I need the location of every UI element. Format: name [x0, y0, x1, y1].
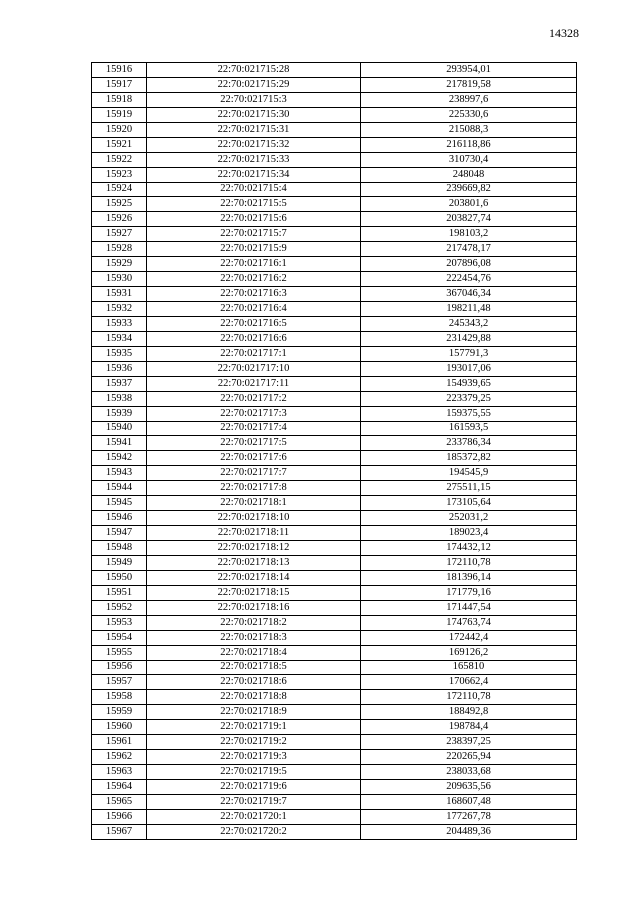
cadastral-number-cell: 22:70:021720:2	[147, 824, 361, 839]
cadastral-value-cell: 223379,25	[361, 391, 577, 406]
row-number-cell: 15919	[92, 107, 147, 122]
cadastral-value-cell: 245343,2	[361, 316, 577, 331]
row-number-cell: 15951	[92, 585, 147, 600]
cadastral-value-cell: 367046,34	[361, 287, 577, 302]
row-number-cell: 15967	[92, 824, 147, 839]
cadastral-value-cell: 189023,4	[361, 526, 577, 541]
row-number-cell: 15946	[92, 511, 147, 526]
table-row	[92, 720, 577, 735]
table-row	[92, 630, 577, 645]
cadastral-value-cell: 159375,55	[361, 406, 577, 421]
table-row	[92, 227, 577, 242]
table-row	[92, 794, 577, 809]
cadastral-value-cell: 198784,4	[361, 720, 577, 735]
table-row	[92, 287, 577, 302]
cadastral-value-cell: 174432,12	[361, 541, 577, 556]
cadastral-number-cell: 22:70:021717:1	[147, 346, 361, 361]
page-number: 14328	[549, 26, 579, 40]
row-number-cell: 15947	[92, 526, 147, 541]
cadastral-number-cell: 22:70:021717:10	[147, 361, 361, 376]
row-number-cell: 15960	[92, 720, 147, 735]
cadastral-number-cell: 22:70:021718:15	[147, 585, 361, 600]
table-row	[92, 705, 577, 720]
table-row	[92, 615, 577, 630]
row-number-cell: 15959	[92, 705, 147, 720]
row-number-cell: 15963	[92, 765, 147, 780]
row-number-cell: 15920	[92, 122, 147, 137]
table-row	[92, 824, 577, 839]
table-row	[92, 555, 577, 570]
cadastral-value-cell: 217819,58	[361, 77, 577, 92]
row-number-cell: 15964	[92, 780, 147, 795]
table-row	[92, 167, 577, 182]
row-number-cell: 15916	[92, 63, 147, 78]
cadastral-number-cell: 22:70:021716:5	[147, 316, 361, 331]
cadastral-value-cell: 185372,82	[361, 451, 577, 466]
cadastral-value-cell: 231429,88	[361, 331, 577, 346]
table-row	[92, 197, 577, 212]
row-number-cell: 15929	[92, 257, 147, 272]
cadastral-number-cell: 22:70:021717:2	[147, 391, 361, 406]
cadastral-number-cell: 22:70:021716:4	[147, 302, 361, 317]
cadastral-value-cell: 168607,48	[361, 794, 577, 809]
cadastral-value-cell: 198211,48	[361, 302, 577, 317]
table-row	[92, 331, 577, 346]
table-body	[92, 63, 577, 840]
table-row	[92, 570, 577, 585]
cadastral-value-cell: 239669,82	[361, 182, 577, 197]
cadastral-number-cell: 22:70:021718:5	[147, 660, 361, 675]
cadastral-value-table	[91, 62, 577, 840]
cadastral-number-cell: 22:70:021715:31	[147, 122, 361, 137]
cadastral-value-cell: 215088,3	[361, 122, 577, 137]
cadastral-value-cell: 225330,6	[361, 107, 577, 122]
cadastral-number-cell: 22:70:021718:1	[147, 496, 361, 511]
cadastral-value-cell: 194545,9	[361, 466, 577, 481]
cadastral-number-cell: 22:70:021716:1	[147, 257, 361, 272]
cadastral-value-cell: 198103,2	[361, 227, 577, 242]
row-number-cell: 15954	[92, 630, 147, 645]
cadastral-number-cell: 22:70:021719:6	[147, 780, 361, 795]
cadastral-number-cell: 22:70:021715:28	[147, 63, 361, 78]
cadastral-value-cell: 173105,64	[361, 496, 577, 511]
cadastral-value-cell: 170662,4	[361, 675, 577, 690]
cadastral-value-cell: 248048	[361, 167, 577, 182]
cadastral-value-cell: 172110,78	[361, 690, 577, 705]
row-number-cell: 15966	[92, 809, 147, 824]
cadastral-number-cell: 22:70:021715:29	[147, 77, 361, 92]
cadastral-value-cell: 177267,78	[361, 809, 577, 824]
row-number-cell: 15928	[92, 242, 147, 257]
row-number-cell: 15949	[92, 555, 147, 570]
cadastral-number-cell: 22:70:021715:30	[147, 107, 361, 122]
cadastral-value-cell: 275511,15	[361, 481, 577, 496]
cadastral-number-cell: 22:70:021719:5	[147, 765, 361, 780]
row-number-cell: 15939	[92, 406, 147, 421]
cadastral-number-cell: 22:70:021717:8	[147, 481, 361, 496]
cadastral-number-cell: 22:70:021715:6	[147, 212, 361, 227]
table-row	[92, 735, 577, 750]
cadastral-value-cell: 207896,08	[361, 257, 577, 272]
cadastral-number-cell: 22:70:021718:14	[147, 570, 361, 585]
row-number-cell: 15917	[92, 77, 147, 92]
table-row	[92, 376, 577, 391]
cadastral-number-cell: 22:70:021718:8	[147, 690, 361, 705]
cadastral-number-cell: 22:70:021719:1	[147, 720, 361, 735]
cadastral-value-cell: 157791,3	[361, 346, 577, 361]
cadastral-value-cell: 293954,01	[361, 63, 577, 78]
table-row	[92, 92, 577, 107]
cadastral-number-cell: 22:70:021718:3	[147, 630, 361, 645]
cadastral-value-cell: 165810	[361, 660, 577, 675]
cadastral-number-cell: 22:70:021718:9	[147, 705, 361, 720]
row-number-cell: 15944	[92, 481, 147, 496]
row-number-cell: 15957	[92, 675, 147, 690]
cadastral-number-cell: 22:70:021717:11	[147, 376, 361, 391]
table-row	[92, 645, 577, 660]
row-number-cell: 15918	[92, 92, 147, 107]
row-number-cell: 15962	[92, 750, 147, 765]
cadastral-number-cell: 22:70:021719:7	[147, 794, 361, 809]
table-row	[92, 541, 577, 556]
table-row	[92, 765, 577, 780]
cadastral-number-cell: 22:70:021718:2	[147, 615, 361, 630]
row-number-cell: 15938	[92, 391, 147, 406]
table-row	[92, 316, 577, 331]
cadastral-number-cell: 22:70:021718:13	[147, 555, 361, 570]
row-number-cell: 15926	[92, 212, 147, 227]
row-number-cell: 15958	[92, 690, 147, 705]
row-number-cell: 15941	[92, 436, 147, 451]
row-number-cell: 15930	[92, 272, 147, 287]
cadastral-number-cell: 22:70:021717:6	[147, 451, 361, 466]
table-row	[92, 77, 577, 92]
row-number-cell: 15942	[92, 451, 147, 466]
row-number-cell: 15924	[92, 182, 147, 197]
table-row	[92, 675, 577, 690]
cadastral-number-cell: 22:70:021718:4	[147, 645, 361, 660]
cadastral-value-cell: 217478,17	[361, 242, 577, 257]
row-number-cell: 15943	[92, 466, 147, 481]
table-row	[92, 272, 577, 287]
table-row	[92, 660, 577, 675]
cadastral-value-cell: 172110,78	[361, 555, 577, 570]
row-number-cell: 15933	[92, 316, 147, 331]
cadastral-value-cell: 188492,8	[361, 705, 577, 720]
cadastral-value-cell: 203801,6	[361, 197, 577, 212]
row-number-cell: 15953	[92, 615, 147, 630]
row-number-cell: 15940	[92, 421, 147, 436]
row-number-cell: 15937	[92, 376, 147, 391]
row-number-cell: 15925	[92, 197, 147, 212]
table-row	[92, 436, 577, 451]
row-number-cell: 15922	[92, 152, 147, 167]
table-row	[92, 212, 577, 227]
table-row	[92, 496, 577, 511]
cadastral-value-cell: 216118,86	[361, 137, 577, 152]
table-row	[92, 63, 577, 78]
cadastral-number-cell: 22:70:021720:1	[147, 809, 361, 824]
cadastral-number-cell: 22:70:021718:16	[147, 600, 361, 615]
table-row	[92, 302, 577, 317]
cadastral-number-cell: 22:70:021718:11	[147, 526, 361, 541]
row-number-cell: 15956	[92, 660, 147, 675]
cadastral-number-cell: 22:70:021716:3	[147, 287, 361, 302]
cadastral-number-cell: 22:70:021717:7	[147, 466, 361, 481]
cadastral-number-cell: 22:70:021715:32	[147, 137, 361, 152]
cadastral-number-cell: 22:70:021718:6	[147, 675, 361, 690]
table-row	[92, 242, 577, 257]
row-number-cell: 15934	[92, 331, 147, 346]
table-row	[92, 257, 577, 272]
row-number-cell: 15923	[92, 167, 147, 182]
row-number-cell: 15965	[92, 794, 147, 809]
table-row	[92, 750, 577, 765]
table-row	[92, 690, 577, 705]
cadastral-number-cell: 22:70:021717:3	[147, 406, 361, 421]
cadastral-value-cell: 169126,2	[361, 645, 577, 660]
row-number-cell: 15936	[92, 361, 147, 376]
cadastral-number-cell: 22:70:021715:4	[147, 182, 361, 197]
cadastral-value-cell: 161593,5	[361, 421, 577, 436]
cadastral-value-cell: 204489,36	[361, 824, 577, 839]
cadastral-number-cell: 22:70:021718:10	[147, 511, 361, 526]
cadastral-value-cell: 174763,74	[361, 615, 577, 630]
cadastral-value-cell: 222454,76	[361, 272, 577, 287]
cadastral-value-cell: 238997,6	[361, 92, 577, 107]
cadastral-number-cell: 22:70:021715:5	[147, 197, 361, 212]
cadastral-number-cell: 22:70:021718:12	[147, 541, 361, 556]
row-number-cell: 15927	[92, 227, 147, 242]
table-row	[92, 780, 577, 795]
cadastral-value-cell: 220265,94	[361, 750, 577, 765]
cadastral-value-cell: 171447,54	[361, 600, 577, 615]
row-number-cell: 15950	[92, 570, 147, 585]
table-row	[92, 107, 577, 122]
cadastral-value-cell: 154939,65	[361, 376, 577, 391]
cadastral-number-cell: 22:70:021715:34	[147, 167, 361, 182]
cadastral-value-cell: 238397,25	[361, 735, 577, 750]
table-row	[92, 122, 577, 137]
cadastral-value-cell: 203827,74	[361, 212, 577, 227]
row-number-cell: 15945	[92, 496, 147, 511]
table-row	[92, 511, 577, 526]
cadastral-number-cell: 22:70:021716:2	[147, 272, 361, 287]
table-row	[92, 152, 577, 167]
table-row	[92, 809, 577, 824]
row-number-cell: 15931	[92, 287, 147, 302]
table-row	[92, 391, 577, 406]
cadastral-number-cell: 22:70:021717:4	[147, 421, 361, 436]
cadastral-value-cell: 310730,4	[361, 152, 577, 167]
cadastral-number-cell: 22:70:021715:33	[147, 152, 361, 167]
cadastral-value-cell: 193017,06	[361, 361, 577, 376]
row-number-cell: 15955	[92, 645, 147, 660]
table-row	[92, 481, 577, 496]
table-row	[92, 406, 577, 421]
cadastral-number-cell: 22:70:021717:5	[147, 436, 361, 451]
cadastral-number-cell: 22:70:021719:2	[147, 735, 361, 750]
table-row	[92, 346, 577, 361]
table-row	[92, 600, 577, 615]
cadastral-number-cell: 22:70:021719:3	[147, 750, 361, 765]
cadastral-number-cell: 22:70:021715:7	[147, 227, 361, 242]
cadastral-number-cell: 22:70:021715:3	[147, 92, 361, 107]
cadastral-value-cell: 238033,68	[361, 765, 577, 780]
cadastral-number-cell: 22:70:021716:6	[147, 331, 361, 346]
row-number-cell: 15935	[92, 346, 147, 361]
cadastral-value-cell: 209635,56	[361, 780, 577, 795]
table-row	[92, 137, 577, 152]
table-row	[92, 182, 577, 197]
row-number-cell: 15948	[92, 541, 147, 556]
row-number-cell: 15961	[92, 735, 147, 750]
table-row	[92, 421, 577, 436]
cadastral-number-cell: 22:70:021715:9	[147, 242, 361, 257]
table-row	[92, 526, 577, 541]
row-number-cell: 15952	[92, 600, 147, 615]
cadastral-value-cell: 181396,14	[361, 570, 577, 585]
row-number-cell: 15921	[92, 137, 147, 152]
cadastral-value-cell: 252031,2	[361, 511, 577, 526]
cadastral-value-cell: 172442,4	[361, 630, 577, 645]
table-row	[92, 466, 577, 481]
table-row	[92, 451, 577, 466]
table-row	[92, 585, 577, 600]
row-number-cell: 15932	[92, 302, 147, 317]
cadastral-value-cell: 233786,34	[361, 436, 577, 451]
table-row	[92, 361, 577, 376]
cadastral-value-cell: 171779,16	[361, 585, 577, 600]
